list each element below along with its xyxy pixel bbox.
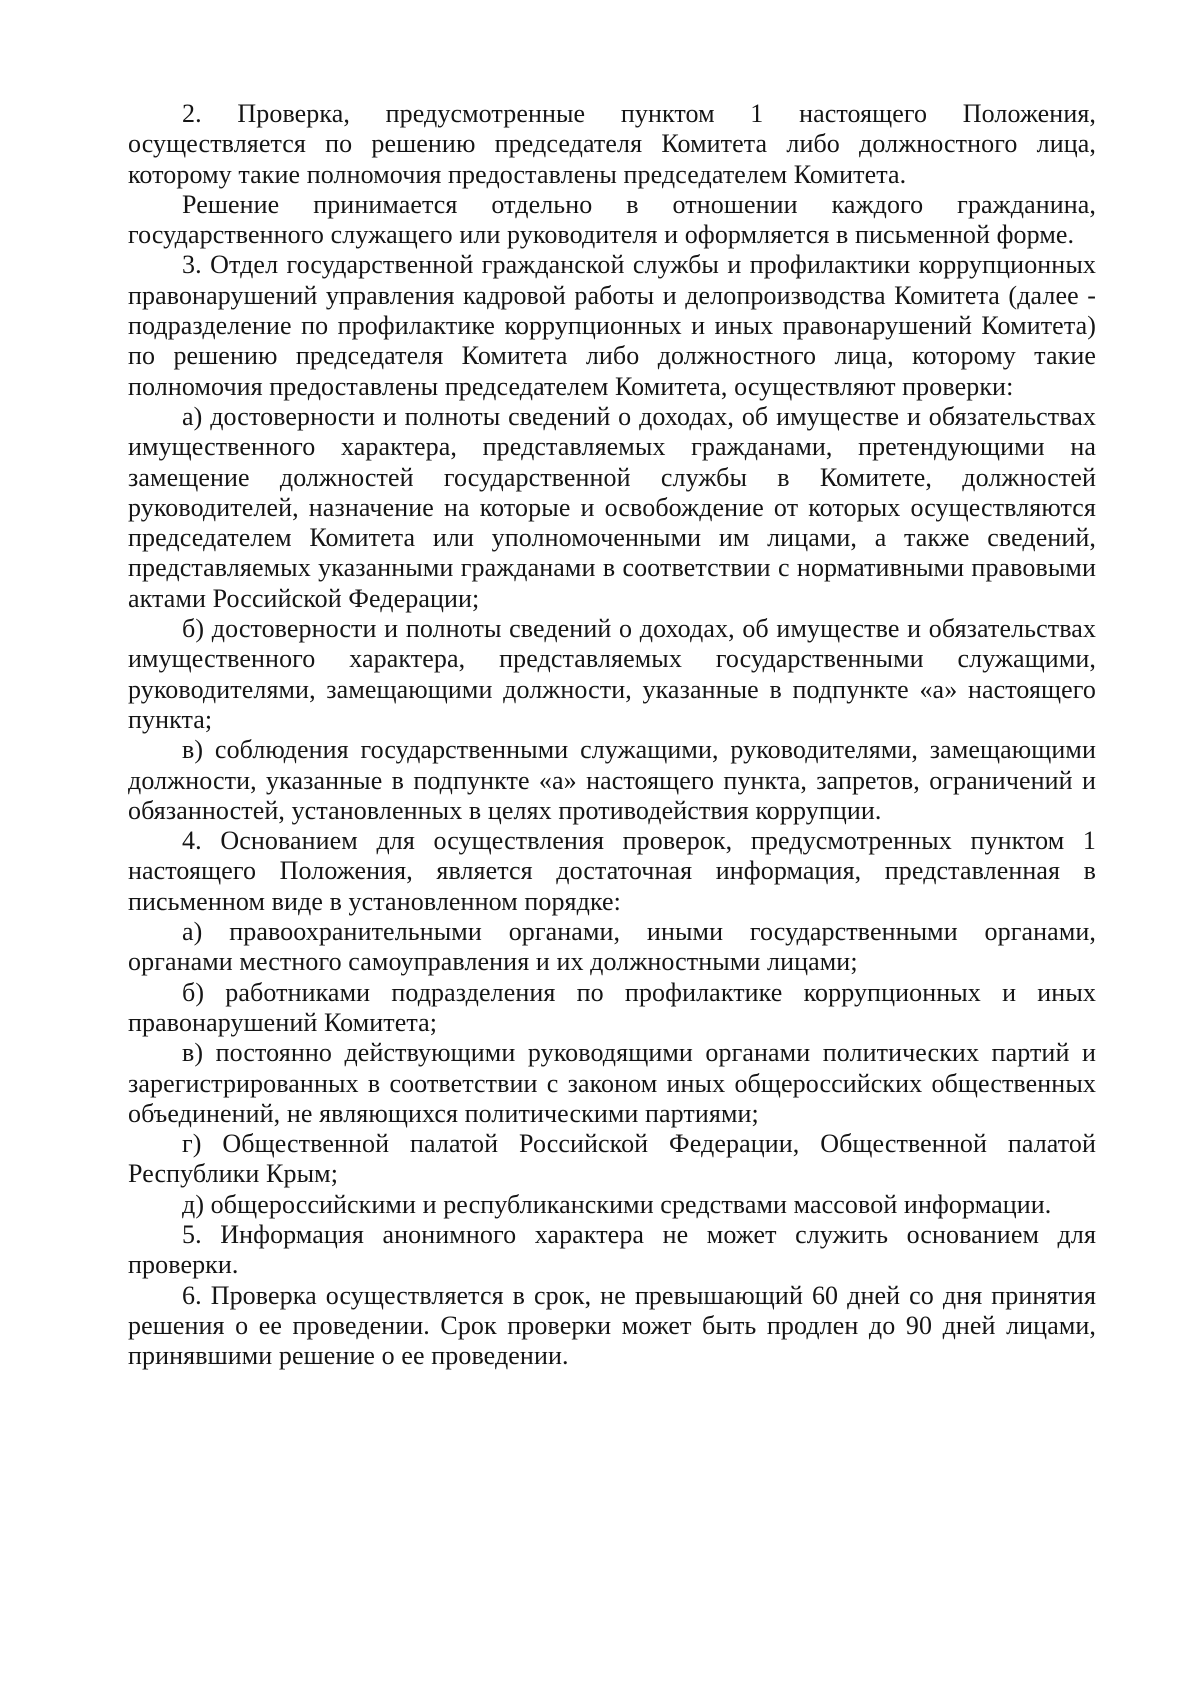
paragraph-4v-parties: в) постоянно действующими руководящими органами политических партий и зарегистрированных в соответствии с законом иных общероссийских общественных объединений, не являющихся политическими партиями; (128, 1038, 1096, 1128)
paragraph-4-grounds: 4. Основанием для осуществления проверок, предусмотренных пунктом 1 настоящего Положения, является достаточная информация, представленная в письменном виде в установленном порядке: (128, 826, 1096, 916)
paragraph-3a-citizens-info: а) достоверности и полноты сведений о доходах, об имуществе и обязательствах имущественного характера, представляемых гражданами, претендующими на замещение должностей государственной службы в Комитете, должностей руководителей, назначение на которые и освобождение от которых осуществляются председателем Комитета или уполномоченными им лицами, а также сведений, представляемых указанными гражданами в соответствии с нормативными правовыми актами Российской Федерации; (128, 401, 1096, 613)
paragraph-2-check-decision: 2. Проверка, предусмотренные пунктом 1 настоящего Положения, осуществляется по решению председателя Комитета либо должностного лица, которому такие полномочия предоставлены председателем Комитета. (128, 99, 1096, 189)
paragraph-3b-servants-info: б) достоверности и полноты сведений о доходах, об имуществе и обязательствах имущественного характера, представляемых государственными служащими, руководителями, замещающими должности, указанные в подпункте «а» настоящего пункта; (128, 614, 1096, 734)
paragraph-3v-compliance: в) соблюдения государственными служащими, руководителями, замещающими должности, указанные в подпункте «а» настоящего пункта, запретов, ограничений и обязанностей, установленных в целях противодействия коррупции. (128, 735, 1096, 825)
paragraph-4a-law-enforcement: а) правоохранительными органами, иными государственными органами, органами местного самоуправления и их должностными лицами; (128, 917, 1096, 977)
paragraph-decision-form: Решение принимается отдельно в отношении каждого гражданина, государственного служащего или руководителя и оформляется в письменной форме. (128, 189, 1096, 250)
paragraph-4d-media: д) общероссийскими и республиканскими средствами массовой информации. (182, 1189, 1052, 1219)
paragraph-5-anonymous: 5. Информация анонимного характера не может служить основанием для проверки. (128, 1219, 1096, 1280)
paragraph-4b-staff: б) работниками подразделения по профилактике коррупционных и иных правонарушений Комитета; (128, 977, 1096, 1037)
paragraph-6-term: 6. Проверка осуществляется в срок, не превышающий 60 дней со дня принятия решения о ее проведении. Срок проверки может быть продлен до 90 дней лицами, принявшими решение о ее проведении. (128, 1280, 1096, 1371)
paragraph-4g-public-chamber: г) Общественной палатой Российской Федерации, Общественной палатой Республики Крым; (128, 1129, 1096, 1189)
document-body (128, 99, 1096, 1371)
paragraph-3-department-checks: 3. Отдел государственной гражданской службы и профилактики коррупционных правонарушений управления кадровой работы и делопроизводства Комитета (далее - подразделение по профилактике коррупционных и иных правонарушений Комитета) по решению председателя Комитета либо должностного лица, которому такие полномочия предоставлены председателем Комитета, осуществляют проверки: (128, 250, 1096, 401)
